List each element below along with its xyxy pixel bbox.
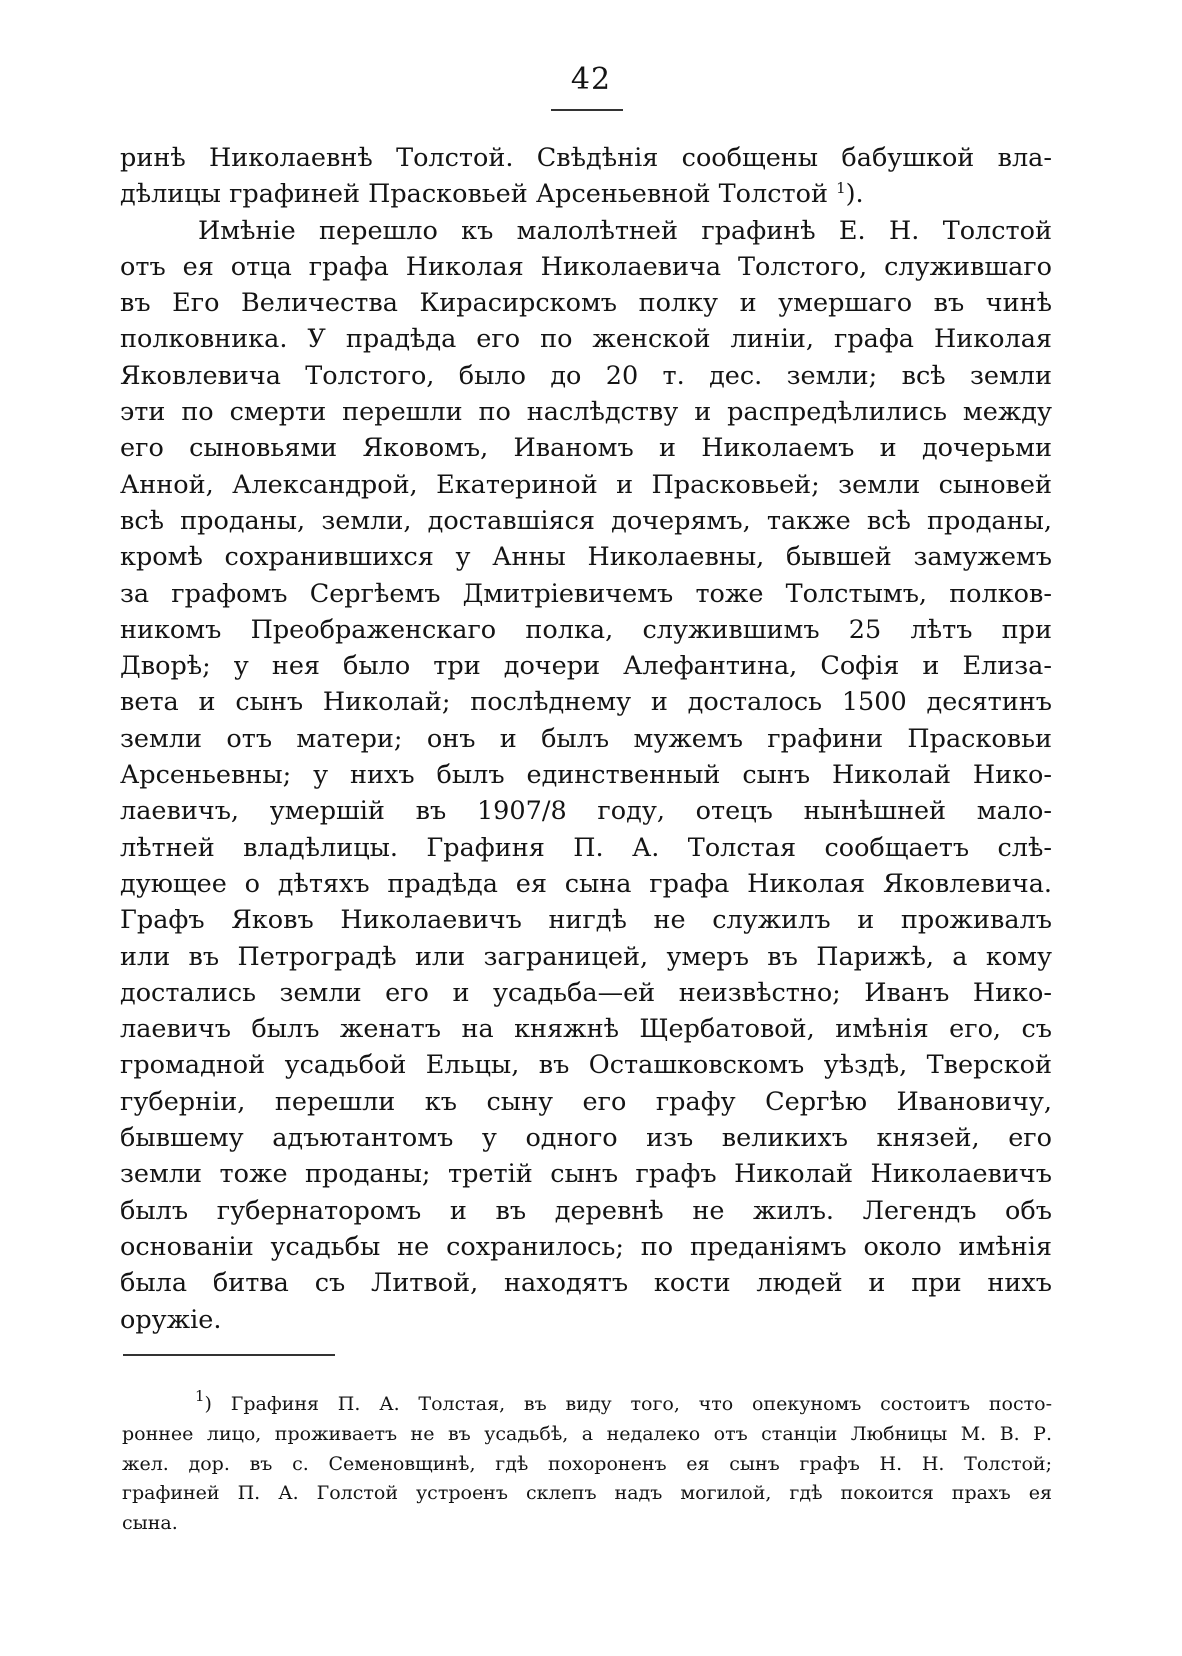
text-line: достались земли его и усадьба—ей неизвѣстно; Иванъ Нико- xyxy=(120,977,1052,1008)
footnote-line: жел. дор. въ с. Семеновщинѣ, гдѣ похороненъ ея сынъ графъ Н. Н. Толстой; xyxy=(122,1452,1052,1475)
text-line: была битва съ Литвой, находятъ кости людей и при нихъ xyxy=(120,1268,1052,1299)
text-line: лаевичъ былъ женатъ на княжнѣ Щербатовой, имѣнія его, съ xyxy=(120,1014,1052,1045)
text-line: или въ Петроградѣ или заграницей, умеръ въ Парижѣ, а кому xyxy=(120,941,1052,972)
text-line: земли отъ матери; онъ и былъ мужемъ графини Прасковьи xyxy=(120,723,1052,754)
text-line: полковника. У прадѣда его по женской линіи, графа Николая xyxy=(120,324,1052,355)
footnote-ref: 1 xyxy=(836,179,846,198)
page-number-rule xyxy=(551,109,623,111)
text-line: лѣтней владѣлицы. Графиня П. А. Толстая сообщаетъ слѣ- xyxy=(120,832,1052,863)
text-line: оружіе. xyxy=(120,1304,222,1335)
text-line: бывшему адъютантомъ у одного изъ великихъ князей, его xyxy=(120,1123,1052,1154)
text-line: кромѣ сохранившихся у Анны Николаевны, бывшей замужемъ xyxy=(120,542,1052,573)
text-line xyxy=(120,176,1052,212)
text-line: Арсеньевны; у нихъ былъ единственный сынъ Николай Нико- xyxy=(120,760,1052,791)
text-line: эти по смерти перешли по наслѣдству и распредѣлились между xyxy=(120,397,1052,428)
text-line: былъ губернаторомъ и въ деревнѣ не жилъ. Легендъ объ xyxy=(120,1195,1052,1226)
text-line: Яковлевича Толстого, было до 20 т. дес. земли; всѣ земли xyxy=(120,360,1052,391)
footnote-rule xyxy=(123,1354,335,1356)
text-line: никомъ Преображенскаго полка, служившимъ 25 лѣтъ при xyxy=(120,614,1052,645)
text-line: за графомъ Сергѣемъ Дмитріевичемъ тоже Толстымъ, полков- xyxy=(120,578,1052,609)
text-line: отъ ея отца графа Николая Николаевича Толстого, служившаго xyxy=(120,251,1052,282)
text-line: дующее о дѣтяхъ прадѣда ея сына графа Николая Яковлевича. xyxy=(120,868,1052,899)
main-text xyxy=(120,140,1052,1338)
text-line: основаніи усадьбы не сохранилось; по преданіямъ около имѣнія xyxy=(120,1231,1052,1262)
text-line: лаевичъ, умершій въ 1907/8 году, отецъ нынѣшней мало- xyxy=(120,796,1052,827)
text-line: громадной усадьбой Ельцы, въ Осташковскомъ уѣздѣ, Тверской xyxy=(120,1050,1052,1081)
footnote-line: графиней П. А. Голстой устроенъ склепъ надъ могилой, гдѣ покоится прахъ ея xyxy=(122,1482,1052,1505)
footnote-line xyxy=(122,1387,1052,1420)
text-line: вета и сынъ Николай; послѣднему и досталось 1500 десятинъ xyxy=(120,687,1052,718)
text-line: ринѣ Николаевнѣ Толстой. Свѣдѣнія сообщены бабушкой вла- xyxy=(120,143,1052,173)
footnote-marker: 1 xyxy=(195,1387,205,1405)
text-line: Имѣніе перешло къ малолѣтней графинѣ Е. Н. Толстой xyxy=(198,215,1052,246)
page-number: 42 xyxy=(570,62,612,97)
footnote-line: роннее лицо, проживаетъ не въ усадьбѣ, а недалеко отъ станціи Любницы М. В. Р. xyxy=(122,1422,1052,1445)
footnote-line-content: ) Графиня П. А. Толстая, въ виду того, что опекуномъ состоитъ посто- xyxy=(204,1393,1052,1415)
text-line: всѣ проданы, земли, доставшіяся дочерямъ, также всѣ проданы, xyxy=(120,505,1052,536)
text-line: Графъ Яковъ Николаевичъ нигдѣ не служилъ и проживалъ xyxy=(120,905,1052,936)
text-line-content: дѣлицы графиней Прасковьей Арсеньевной Толстой xyxy=(120,179,828,210)
footnote-line: сына. xyxy=(122,1512,178,1535)
text-line: Дворѣ; у нея было три дочери Алефантина, Софія и Елиза- xyxy=(120,651,1052,682)
text-line: губерніи, перешли къ сыну его графу Сергѣю Ивановичу, xyxy=(120,1086,1052,1117)
text-line: его сыновьями Яковомъ, Иваномъ и Николаемъ и дочерьми xyxy=(120,433,1052,464)
text-line-tail: ). xyxy=(845,179,864,210)
text-line: въ Его Величества Кирасирскомъ полку и умершаго въ чинѣ xyxy=(120,288,1052,319)
text-line: Анной, Александрой, Екатериной и Прасковьей; земли сыновей xyxy=(120,469,1052,500)
text-line: земли тоже проданы; третій сынъ графъ Николай Николаевичъ xyxy=(120,1159,1052,1190)
footnote xyxy=(122,1387,1052,1539)
